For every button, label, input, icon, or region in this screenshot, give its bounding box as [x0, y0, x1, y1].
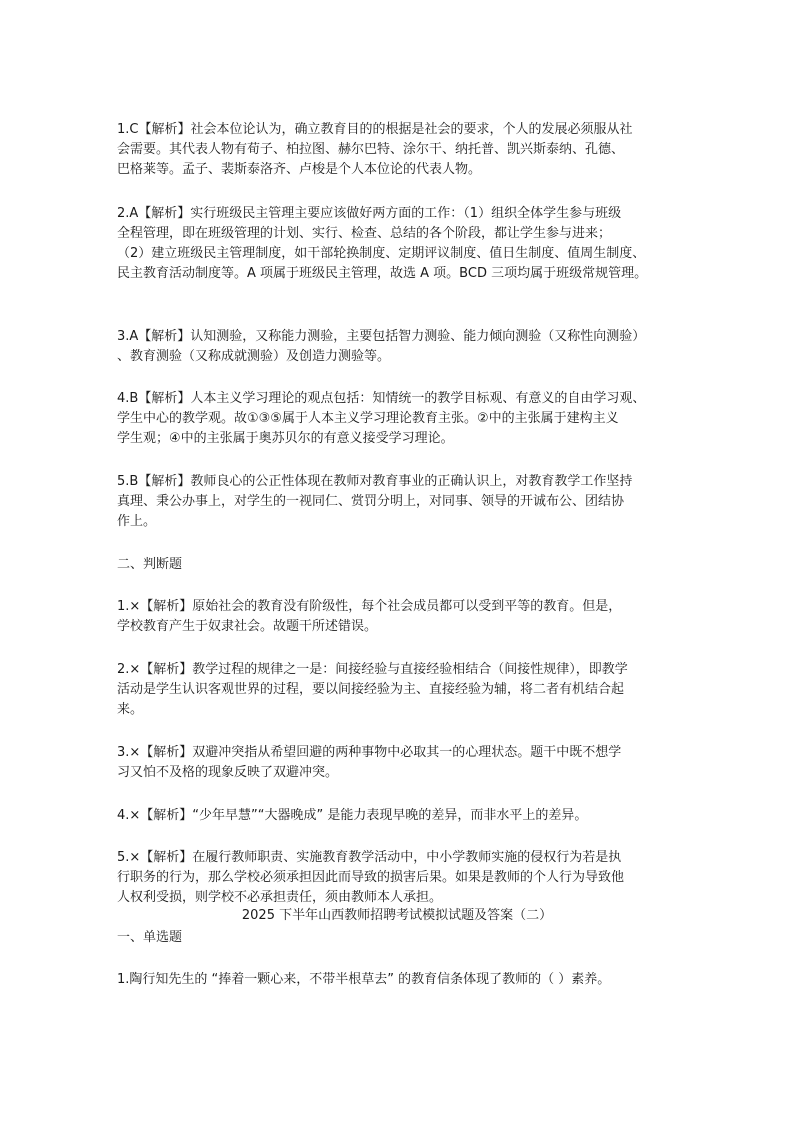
- answer-3-line-2: 、教育测验（又称成就测验）及创造力测验等。: [117, 349, 391, 364]
- answer-2-line-4: 民主教育活动制度等。A 项属于班级民主管理，故选 A 项。BCD 三项均属于班级常规管理。: [117, 266, 648, 281]
- judge-5-line-3: 人权利受损，则学校不必承担责任，须由教师本人承担。: [117, 890, 443, 905]
- answer-1-line-3: 巴格莱等。孟子、裴斯泰洛齐、卢梭是个人本位论的代表人物。: [117, 162, 482, 177]
- answer-1-line-1: 1.C【解析】社会本位论认为，确立教育目的的根据是社会的要求，个人的发展必须服从社: [117, 122, 633, 137]
- question-1: 1.陶行知先生的 “捧着一颗心来，不带半根草去” 的教育信条体现了教师的（ ）素养。: [117, 972, 611, 987]
- judge-5-line-1: 5.×【解析】在履行教师职责、实施教育教学活动中，中小学教师实施的侵权行为若是执: [117, 850, 622, 865]
- answer-5-line-2: 真理、秉公办事上，对学生的一视同仁、赏罚分明上，对同事、领导的开诚布公、团结协: [117, 494, 625, 509]
- judge-2-line-3: 来。: [117, 702, 144, 717]
- answer-4-line-1: 4.B【解析】人本主义学习理论的观点包括：知情统一的教学目标观、有意义的自由学习观、: [117, 391, 646, 406]
- answer-4-line-3: 学生观；④中的主张属于奥苏贝尔的有意义接受学习理论。: [117, 431, 454, 446]
- judge-1-line-1: 1.×【解析】原始社会的教育没有阶级性，每个社会成员都可以受到平等的教育。但是，: [117, 599, 622, 614]
- answer-5-line-3: 作上。: [117, 514, 157, 529]
- answer-2-line-1: 2.A【解析】实行班级民主管理主要应该做好两方面的工作：（1）组织全体学生参与班级: [117, 206, 622, 221]
- section-heading-judge: 二、判断题: [117, 557, 183, 572]
- section-heading-single: 一、单选题: [117, 930, 183, 945]
- judge-2-line-2: 活动是学生认识客观世界的过程，要以间接经验为主、直接经验为辅，将二者有机结合起: [117, 682, 625, 697]
- answer-2-line-3: （2）建立班级民主管理制度，如干部轮换制度、定期评议制度、值日生制度、值周生制度、: [117, 246, 646, 261]
- answer-2-line-2: 全程管理，即在班级管理的计划、实行、检查、总结的各个阶段，都让学生参与进来；: [117, 226, 612, 241]
- answer-4-line-2: 学生中心的教学观。故①③⑤属于人本主义学习理论教育主张。②中的主张属于建构主义: [117, 411, 619, 426]
- judge-3-line-1: 3.×【解析】双避冲突指从希望回避的两种事物中必取其一的心理状态。题干中既不想学: [117, 745, 622, 760]
- judge-2-line-1: 2.×【解析】教学过程的规律之一是：间接经验与直接经验相结合（间接性规律），即教学: [117, 662, 628, 677]
- judge-4-line-1: 4.×【解析】“少年早慧”“大器晚成” 是能力表现早晚的差异，而非水平上的差异。: [117, 808, 588, 823]
- judge-1-line-2: 学校教育产生于奴隶社会。故题干所述错误。: [117, 619, 378, 634]
- answer-3-line-1: 3.A【解析】认知测验，又称能力测验，主要包括智力测验、能力倾向测验（又称性向测验）: [117, 329, 646, 344]
- judge-3-line-2: 习又怕不及格的现象反映了双避冲突。: [117, 765, 339, 780]
- answer-5-line-1: 5.B【解析】教师良心的公正性体现在教师对教育事业的正确认识上，对教育教学工作坚持: [117, 474, 633, 489]
- judge-5-line-2: 行职务的行为，那么学校必须承担因此而导致的损害后果。如果是教师的个人行为导致他: [117, 870, 625, 885]
- answer-1-line-2: 会需要。其代表人物有荀子、柏拉图、赫尔巴特、涂尔干、纳托普、凯兴斯泰纳、孔德、: [117, 142, 625, 157]
- exam-title: 2025 下半年山西教师招聘考试模拟试题及答案（二）: [241, 908, 553, 923]
